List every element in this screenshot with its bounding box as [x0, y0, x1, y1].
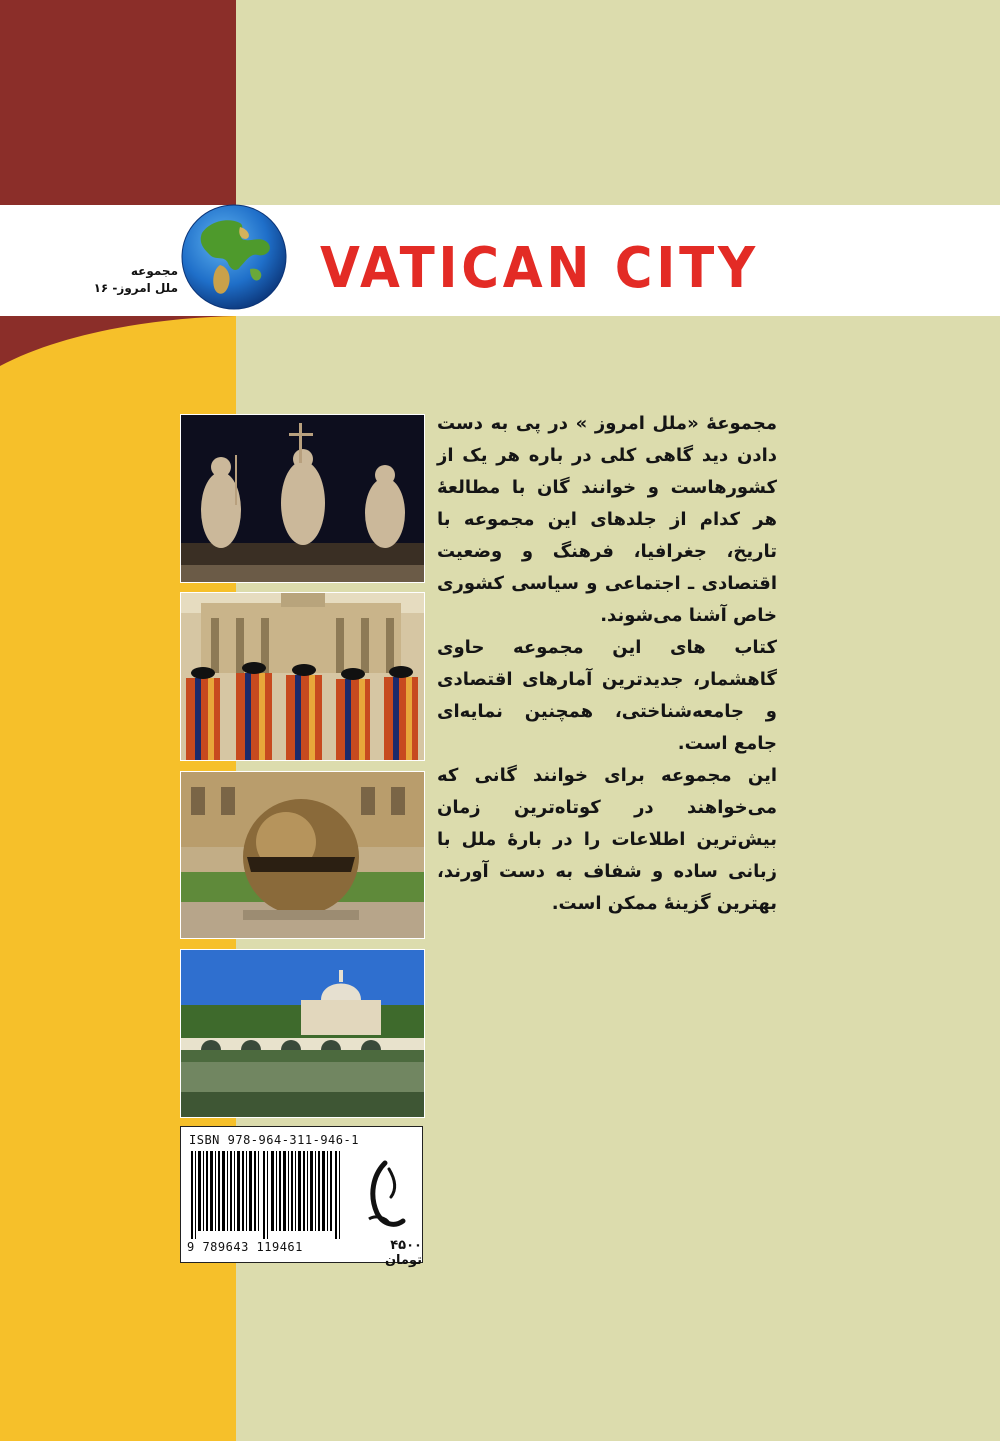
price-label: ۴۵۰۰ تومان [384, 1238, 422, 1268]
bronze-sphere-photo [180, 771, 425, 939]
maroon-strip [0, 0, 236, 205]
maroon-curve [0, 316, 236, 376]
statues-night-photo [180, 414, 425, 583]
description-text [437, 408, 777, 920]
series-word: مجموعه [130, 264, 178, 278]
series-label [92, 263, 178, 297]
description-paragraph: مجموعهٔ «ملل امروز » در پی به دست دادن دید گاهی کلی در باره هر یک از کشورهاست و خوانند گان با مطالعهٔ هر کدام از جلدهای این مجموعه با تاریخ، جغرافیا، فرهنگ و وضعیت اقتصادی ـ اجتماعی و سیاسی کشوری خاص آشنا می‌شوند. [437, 413, 777, 626]
barcode-icon [189, 1151, 349, 1239]
book-title: VATICAN CITY [320, 236, 759, 301]
barcode-box [180, 1126, 423, 1268]
st-peters-river-photo [180, 949, 425, 1118]
globe-icon [180, 203, 288, 311]
publisher-logo-icon [355, 1155, 413, 1235]
series-name: ملل امروز- ۱۶ [93, 281, 178, 295]
description-paragraph: کتاب های این مجموعه حاوی گاهشمار، جدید‌ترین آمارهای اقتصادی و جامعه‌شناختی، همچنین نمایه‌ای جامع است. [437, 637, 777, 754]
isbn-label: ISBN 978-964-311-946-1 [189, 1133, 359, 1147]
swiss-guards-photo [180, 592, 425, 761]
description-paragraph: این مجموعه برای خوانند گانی که می‌خواهند در کوتاه‌ترین زمان بیش‌ترین اطلاعات را در بارهٔ ملل با زبانی ساده و شفاف به دست آورند، بهترین گزینهٔ ممکن است. [437, 765, 777, 914]
barcode-number: 9 789643 119461 [187, 1240, 303, 1254]
